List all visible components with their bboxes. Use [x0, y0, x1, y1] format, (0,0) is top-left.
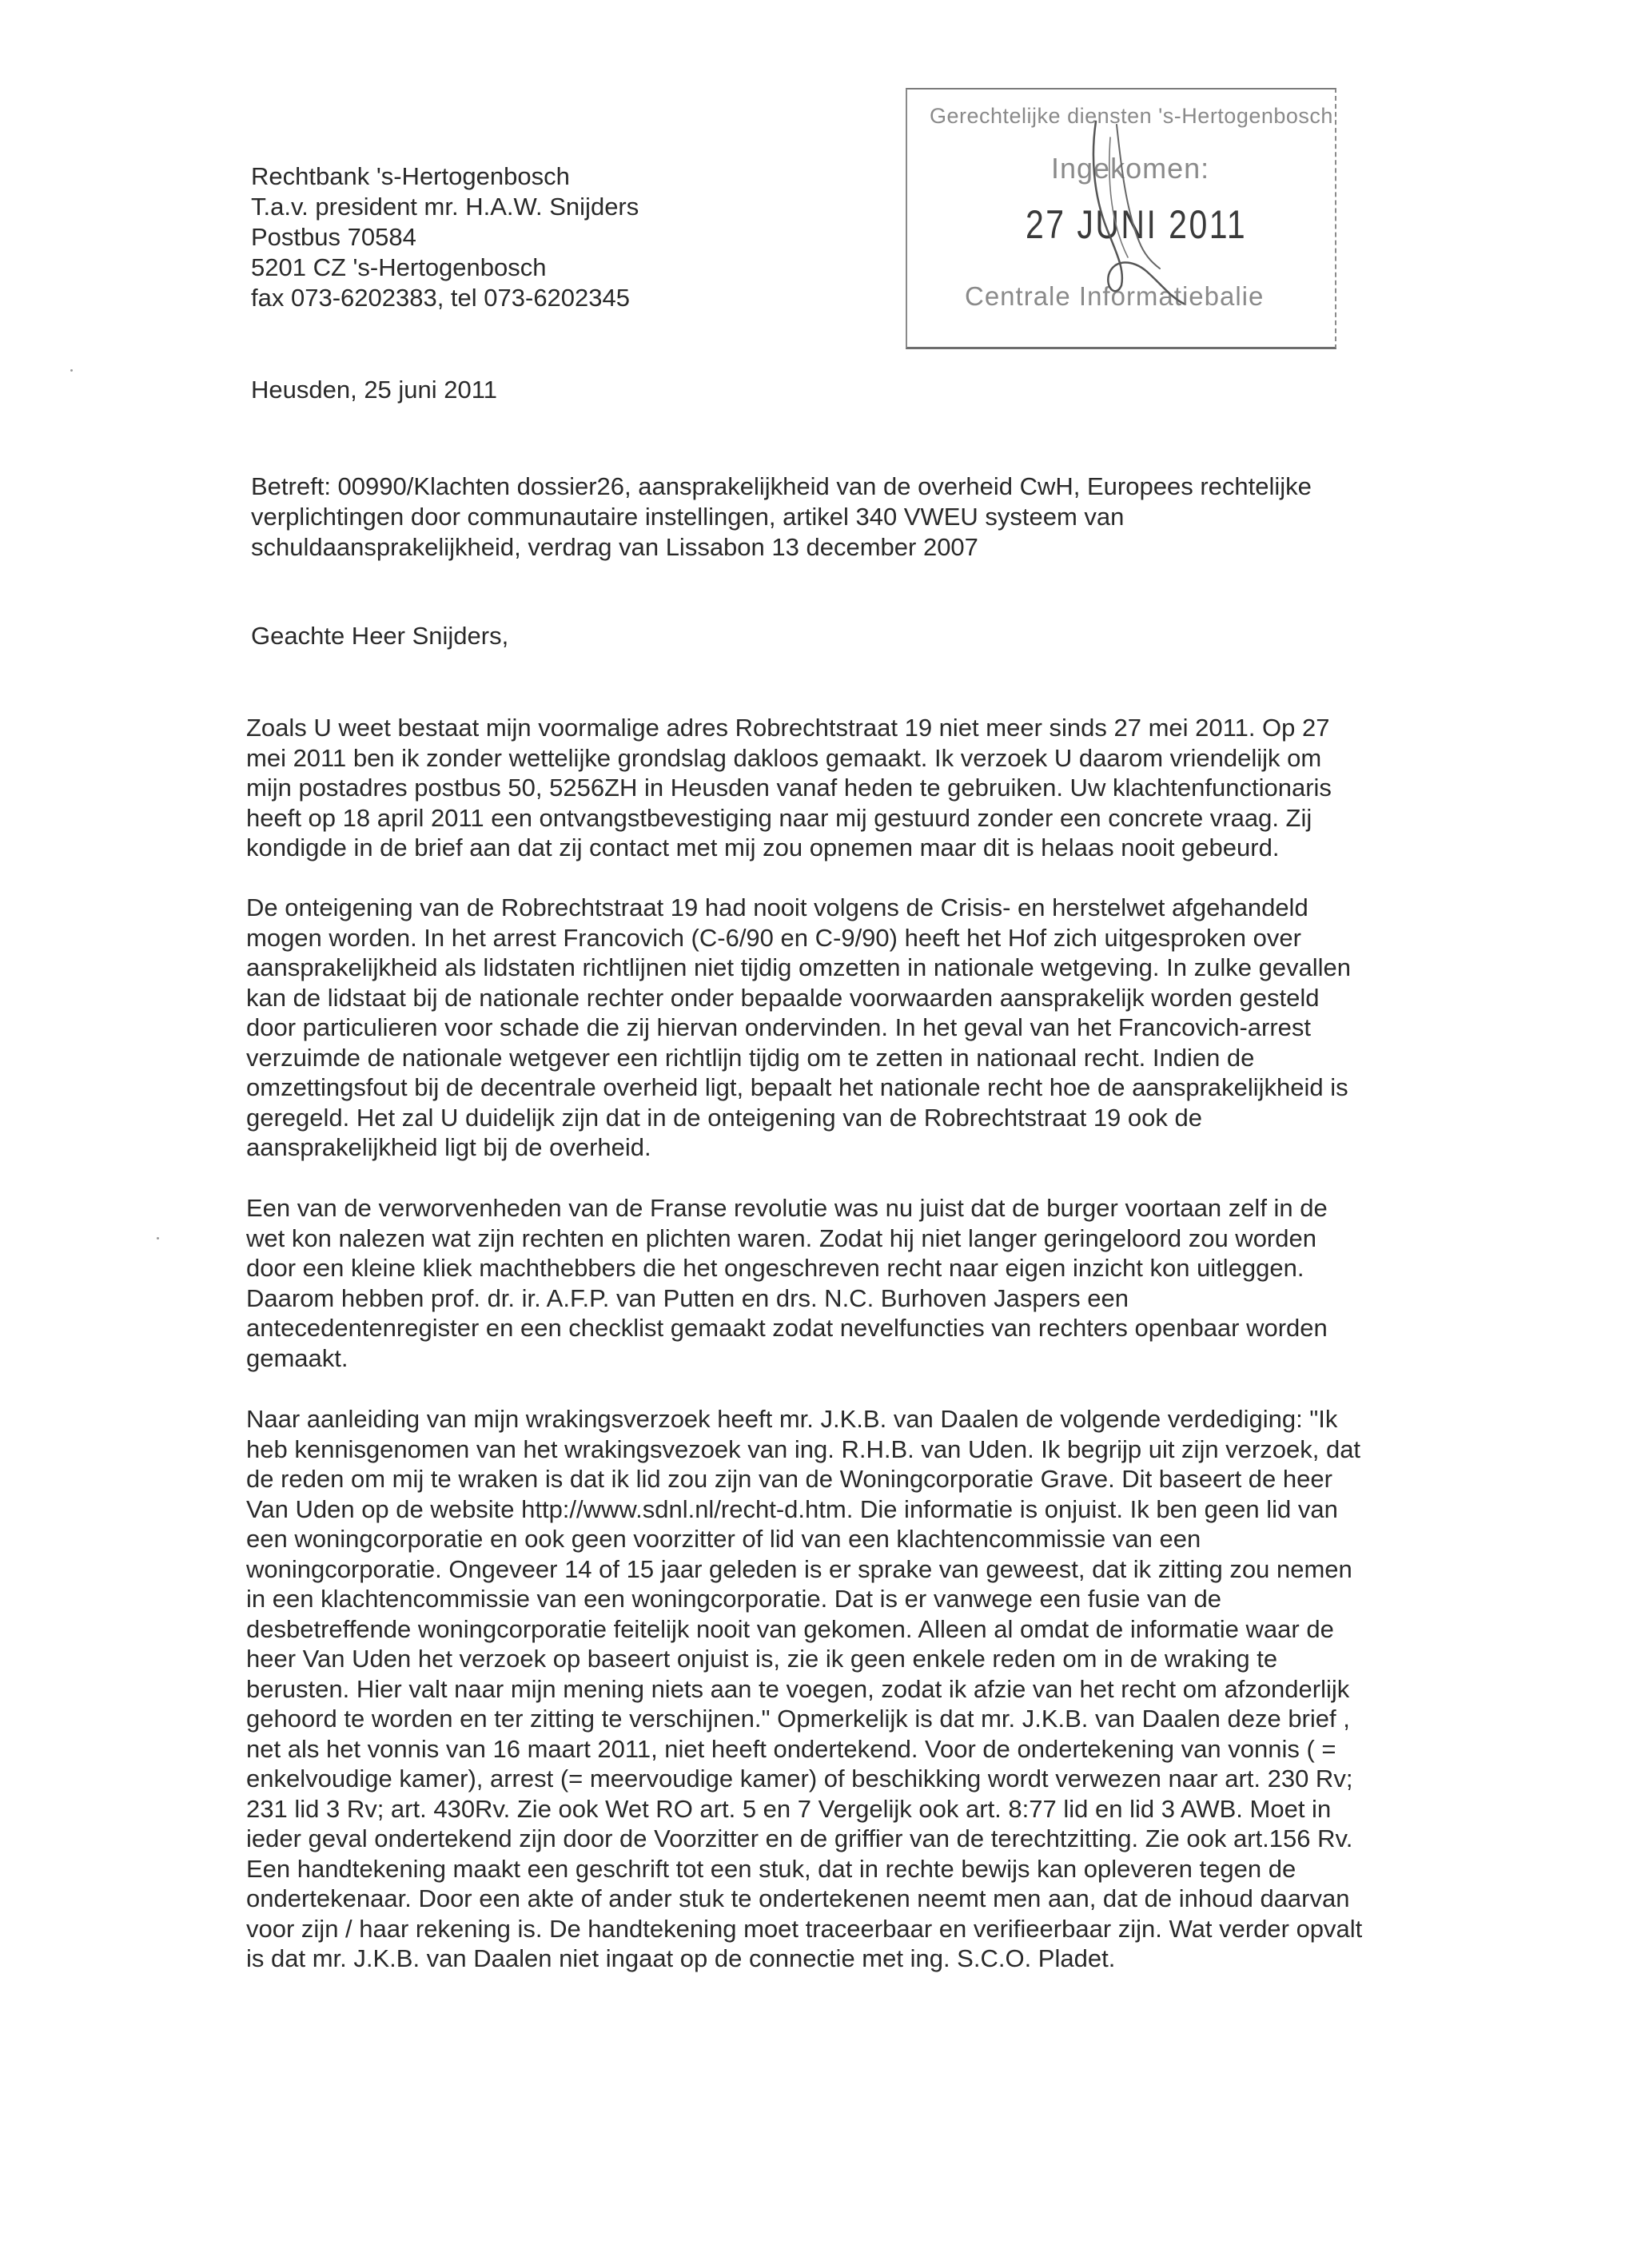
- paragraph-line: berusten. Hier valt naar mijn mening niets aan te voegen, zodat ik afzie van het recht om afzonderlijk: [246, 1674, 1350, 1703]
- place-and-date: Heusden, 25 juni 2011: [251, 376, 497, 404]
- paragraph-line: net als het vonnis van 16 maart 2011, niet heeft ondertekend. Voor de ondertekening van vonnis ( =: [246, 1734, 1336, 1763]
- paragraph-line: door een kleine kliek machthebbers die het ongeschreven recht naar eigen inzicht kon uitleggen.: [246, 1254, 1304, 1282]
- paragraph-line: Een handtekening maakt een geschrift tot een stuk, dat in rechte bewijs kan opleveren tegen de: [246, 1854, 1296, 1883]
- paragraph-line: een woningcorporatie en ook geen voorzitter of lid van een klachtencommissie van een: [246, 1525, 1201, 1553]
- subject-block: [251, 472, 1312, 563]
- paragraph-line: Een van de verworvenheden van de Franse revolutie was nu juist dat de burger voortaan zelf in de: [246, 1194, 1328, 1222]
- paragraph-line: De onteigening van de Robrechtstraat 19 had nooit volgens de Crisis- en herstelwet afgehandeld: [246, 893, 1308, 921]
- paragraph-line: gemaakt.: [246, 1343, 349, 1372]
- body-paragraph: [246, 713, 1332, 863]
- paragraph-line: woningcorporatie. Ongeveer 14 of 15 jaar geleden is er sprake van geweest, dat ik zitting zou nemen: [246, 1554, 1352, 1583]
- received-stamp: [906, 88, 1336, 349]
- body-paragraph: [246, 893, 1351, 1163]
- address-line: Postbus 70584: [251, 223, 416, 251]
- paragraph-line: Naar aanleiding van mijn wrakingsverzoek heeft mr. J.K.B. van Daalen de volgende verdediging: "Ik: [246, 1405, 1338, 1433]
- paragraph-line: omzettingsfout bij de decentrale overheid ligt, bepaalt het nationale recht hoe de aansprakelijkheid is: [246, 1073, 1348, 1101]
- paragraph-line: mogen worden. In het arrest Francovich (C-6/90 en C-9/90) heeft het Hof zich uitgesproken over: [246, 923, 1301, 952]
- paragraph-line: mei 2011 ben ik zonder wettelijke grondslag dakloos gemaakt. Ik verzoek U daarom vriendelijk om: [246, 743, 1322, 772]
- paragraph-line: heeft op 18 april 2011 een ontvangstbevestiging naar mij gestuurd zonder een concrete vraag. Zij: [246, 803, 1312, 832]
- paragraph-line: ieder geval ondertekend zijn door de Voorzitter en de griffier van de terechtzitting. Zie ook art.156 Rv.: [246, 1824, 1353, 1852]
- paragraph-line: Van Uden op de website http://www.sdnl.nl/recht-d.htm. Die informatie is onjuist. Ik ben geen lid van: [246, 1494, 1338, 1523]
- paragraph-line: gehoord te worden en ter zitting te verschijnen." Opmerkelijk is dat mr. J.K.B. van Daalen deze brief ,: [246, 1705, 1350, 1733]
- subject-line: Betreft: 00990/Klachten dossier26, aansprakelijkheid van de overheid CwH, Europees rechtelijke: [251, 472, 1312, 500]
- paragraph-line: is dat mr. J.K.B. van Daalen niet ingaat op de connectie met ing. S.C.O. Pladet.: [246, 1944, 1116, 1972]
- body-paragraph: [246, 1193, 1328, 1373]
- paragraph-line: ondertekenaar. Door een akte of ander stuk te ondertekenen neemt men aan, dat de inhoud daarvan: [246, 1884, 1350, 1912]
- address-line: Rechtbank 's-Hertogenbosch: [251, 162, 570, 190]
- address-line: fax 073-6202383, tel 073-6202345: [251, 284, 631, 312]
- paragraph-line: enkelvoudige kamer), arrest (= meervoudige kamer) of beschikking wordt verwezen naar art. 230 Rv;: [246, 1765, 1353, 1793]
- paragraph-line: aansprakelijkheid ligt bij de overheid.: [246, 1133, 651, 1161]
- salutation: Geachte Heer Snijders,: [251, 622, 509, 650]
- paragraph-line: 231 lid 3 Rv; art. 430Rv. Zie ook Wet RO art. 5 en 7 Vergelijk ook art. 8:77 lid en lid 3 AWB. Moet in: [246, 1794, 1332, 1823]
- paragraph-line: kondigde in de brief aan dat zij contact met mij zou opnemen maar dit is helaas nooit gebeurd.: [246, 834, 1280, 861]
- paragraph-line: heb kennisgenomen van het wrakingsvezoek van ing. R.H.B. van Uden. Ik begrijp uit zijn verzoek, dat: [246, 1434, 1361, 1463]
- paragraph-line: in een klachtencommissie van een woningcorporatie. Dat is er vanwege een fusie van de: [246, 1585, 1222, 1613]
- paragraph-line: de reden om mij te wraken is dat ik lid zou zijn van de Woningcorporatie Grave. Dit baseert de heer: [246, 1465, 1332, 1493]
- signature-scribble: [907, 90, 1335, 347]
- paragraph-line: door particulieren voor schade die zij hiervan ondervinden. In het geval van het Francovich-arrest: [246, 1013, 1312, 1041]
- paragraph-line: heer Van Uden het verzoek op baseert onjuist is, zie ik geen enkele reden om in de wraking te: [246, 1645, 1278, 1673]
- paragraph-line: antecedentenregister en een checklist gemaakt zodat nevelfuncties van rechters openbaar worden: [246, 1314, 1328, 1342]
- paragraph-line: kan de lidstaat bij de nationale rechter onder bepaalde voorwaarden aansprakelijk worden gesteld: [246, 983, 1320, 1012]
- stamp-date: 27 JUNI 2011: [1026, 202, 1248, 247]
- paragraph-line: Zoals U weet bestaat mijn voormalige adres Robrechtstraat 19 niet meer sinds 27 mei 2011. Op 27: [246, 714, 1330, 742]
- paragraph-line: Daarom hebben prof. dr. ir. A.F.P. van Putten en drs. N.C. Burhoven Jaspers een: [246, 1283, 1129, 1312]
- stamp-received-label: Ingekomen:: [1051, 152, 1210, 185]
- paragraph-line: geregeld. Het zal U duidelijk zijn dat in de onteigening van de Robrechtstraat 19 ook de: [246, 1103, 1202, 1132]
- address-line: T.a.v. president mr. H.A.W. Snijders: [251, 193, 639, 221]
- paragraph-line: desbetreffende woningcorporatie feitelijk nooit van gekomen. Alleen al omdat de informatie waar de: [246, 1614, 1334, 1643]
- paragraph-line: verzuimde de nationale wetgever een richtlijn tijdig om te zetten in nationaal recht. Indien de: [246, 1043, 1255, 1072]
- paragraph-line: aansprakelijkheid als lidstaten richtlijnen niet tijdig omzetten in nationale wetgeving. In zulke gevallen: [246, 953, 1352, 981]
- paragraph-line: wet kon nalezen wat zijn rechten en plichten waren. Zodat hij niet langer geringeloord zou worden: [246, 1224, 1316, 1252]
- subject-line: schuldaansprakelijkheid, verdrag van Lissabon 13 december 2007: [251, 533, 978, 561]
- body-paragraph: [246, 1404, 1362, 1974]
- paragraph-line: mijn postadres postbus 50, 5256ZH in Heusden vanaf heden te gebruiken. Uw klachtenfunctionaris: [246, 774, 1332, 802]
- recipient-address: [251, 161, 639, 313]
- stamp-desk: Centrale Informatiebalie: [965, 281, 1265, 311]
- scan-speck: [157, 1237, 159, 1239]
- scan-speck: [70, 369, 73, 372]
- stamp-issuer: Gerechtelijke diensten 's-Hertogenbosch: [930, 104, 1333, 128]
- address-line: 5201 CZ 's-Hertogenbosch: [251, 253, 547, 281]
- paragraph-line: voor zijn / haar rekening is. De handtekening moet traceerbaar en verifieerbaar zijn. Wat verder opvalt: [246, 1914, 1363, 1943]
- subject-line: verplichtingen door communautaire instellingen, artikel 340 VWEU systeem van: [251, 503, 1125, 531]
